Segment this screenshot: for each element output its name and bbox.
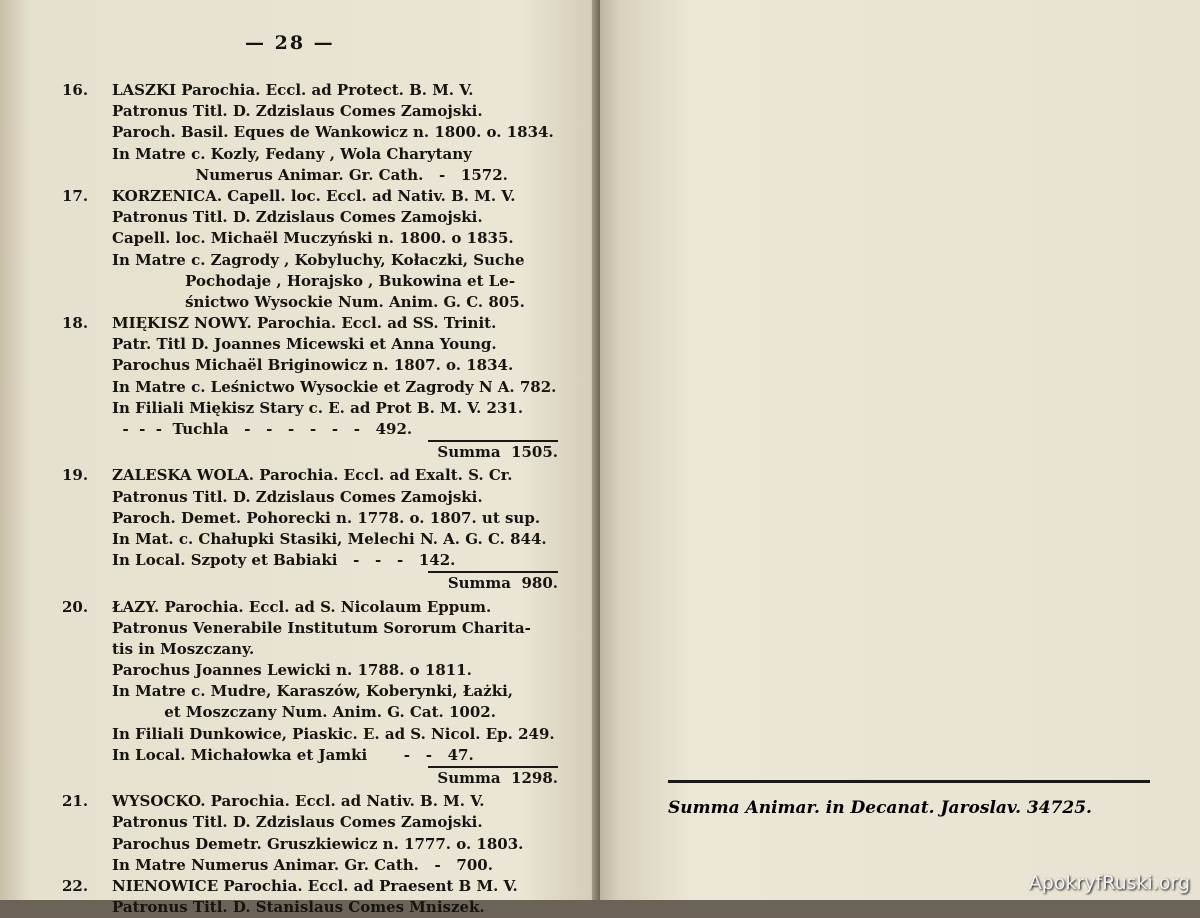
line-text: In Matre c. Kozly, Fedany , Wola Charytany xyxy=(112,144,472,163)
text-line xyxy=(62,292,558,313)
line-text: ZALESKA WOLA. Parochia. Eccl. ad Exalt. S. Cr. xyxy=(112,466,513,485)
text-line xyxy=(62,487,558,508)
entry-number: 21. xyxy=(62,792,89,811)
text-line xyxy=(62,250,558,271)
line-text: LASZKI Parochia. Eccl. ad Protect. B. M. V. xyxy=(112,81,474,99)
line-text: KORZENICA. Capell. loc. Eccl. ad Nativ. B. M. V. xyxy=(112,186,516,205)
right-page xyxy=(600,0,1200,900)
line-text: Patronus Titl. D. Zdzislaus Comes Zamojski. xyxy=(112,208,483,227)
left-page xyxy=(0,0,600,917)
text-line xyxy=(62,80,558,101)
text-line xyxy=(62,897,558,918)
line-text: Capell. loc. Michaël Muczyński n. 1800. o 1835. xyxy=(112,229,514,248)
entry-number: 16. xyxy=(62,81,89,99)
line-text: Patronus Titl. D. Stanislaus Comes Mniszek. xyxy=(112,898,485,917)
line-text: MIĘKISZ NOWY. Parochia. Eccl. ad SS. Trinit. xyxy=(112,314,497,333)
summa-value: Summa 980. xyxy=(428,571,558,594)
text-line xyxy=(62,207,558,228)
line-text: Parochus Demetr. Gruszkiewicz n. 1777. o. 1803. xyxy=(112,834,524,853)
line-text: In Filiali Dunkowice, Piaskic. E. ad S. Nicol. Ep. 249. xyxy=(112,724,555,743)
text-line xyxy=(62,144,558,165)
text-line xyxy=(62,334,558,355)
line-text: In Filiali Miękisz Stary c. E. ad Prot B. M. V. 231. xyxy=(112,398,524,417)
line-text: Patronus Titl. D. Zdzislaus Comes Zamojski. xyxy=(112,813,483,832)
text-line xyxy=(62,876,558,897)
text-line xyxy=(62,618,558,639)
text-line xyxy=(62,101,558,122)
line-text: In Local. Szpoty et Babiaki - - - 142. xyxy=(112,551,456,570)
grand-total: Summa Animar. in Decanat. Jaroslav. 34725. xyxy=(668,798,1092,818)
text-line xyxy=(62,355,558,376)
watermark: ApokryfRuski.org xyxy=(1028,872,1190,894)
line-text: Patronus Titl. D. Zdzislaus Comes Zamojski. xyxy=(112,487,483,506)
left-page-text xyxy=(62,80,558,918)
text-line xyxy=(62,165,558,186)
text-line xyxy=(62,834,558,855)
line-text: Paroch. Basil. Eques de Wankowicz n. 1800. o. 1834. xyxy=(112,123,554,142)
text-line xyxy=(62,639,558,660)
line-text: et Moszczany Num. Anim. G. Cat. 1002. xyxy=(112,703,496,722)
summa-line xyxy=(62,571,558,592)
line-text: NIENOWICE Parochia. Eccl. ad Praesent B M. V. xyxy=(112,876,518,895)
entry-number: 17. xyxy=(62,186,89,205)
text-line xyxy=(62,791,558,812)
line-text: Patr. Titl D. Joannes Micewski et Anna Young. xyxy=(112,335,497,354)
line-text: In Matre c. Leśnictwo Wysockie et Zagrody N A. 782. xyxy=(112,377,557,396)
line-text: - - - Tuchla - - - - - - 492. xyxy=(112,420,413,438)
text-line xyxy=(62,660,558,681)
text-line xyxy=(62,228,558,249)
text-line xyxy=(62,465,558,486)
text-line xyxy=(62,724,558,745)
text-line xyxy=(62,681,558,702)
text-line xyxy=(62,122,558,143)
text-line xyxy=(62,377,558,398)
text-line xyxy=(62,855,558,876)
summa-value: Summa 1505. xyxy=(428,440,558,463)
line-text: Patronus Titl. D. Zdzislaus Comes Zamojski. xyxy=(112,102,483,121)
summa-line xyxy=(62,766,558,787)
entry-number: 20. xyxy=(62,597,89,616)
line-text: In Mat. c. Chałupki Stasiki, Melechi N. A. G. C. 844. xyxy=(112,529,547,548)
summa-line xyxy=(62,440,558,461)
line-text: śnictwo Wysockie Num. Anim. G. C. 805. xyxy=(112,292,525,311)
line-text: Numerus Animar. Gr. Cath. - 1572. xyxy=(112,165,508,184)
text-line xyxy=(62,186,558,207)
text-line xyxy=(62,398,558,419)
line-text: Parochus Joannes Lewicki n. 1788. o 1811. xyxy=(112,661,472,680)
text-line xyxy=(62,745,558,766)
entry-number: 18. xyxy=(62,314,89,333)
line-text: In Matre c. Zagrody , Kobyluchy, Kołaczki, Suche xyxy=(112,250,525,269)
line-text: In Matre c. Mudre, Karaszów, Koberynki, Łażki, xyxy=(112,682,514,701)
entry-number: 22. xyxy=(62,876,89,895)
line-text: tis in Moszczany. xyxy=(112,639,255,658)
text-line xyxy=(62,597,558,618)
grand-total-rule xyxy=(668,780,1150,783)
text-line xyxy=(62,508,558,529)
text-line xyxy=(62,702,558,723)
text-line xyxy=(62,419,558,440)
line-text: Parochus Michaël Briginowicz n. 1807. o. 1834. xyxy=(112,356,514,375)
text-line xyxy=(62,271,558,292)
line-text: Pochodaje , Horajsko , Bukowina et Le- xyxy=(112,271,516,290)
summa-value: Summa 1298. xyxy=(428,766,558,789)
line-text: In Local. Michałowka et Jamki - - 47. xyxy=(112,745,474,764)
text-line xyxy=(62,812,558,833)
entry-number: 19. xyxy=(62,466,89,485)
text-line xyxy=(62,529,558,550)
line-text: Paroch. Demet. Pohorecki n. 1778. o. 1807. ut sup. xyxy=(112,508,541,527)
page-number-left: — 28 — xyxy=(245,32,335,54)
line-text: Patronus Venerabile Institutum Sororum Charita- xyxy=(112,618,531,637)
line-text: ŁAZY. Parochia. Eccl. ad S. Nicolaum Eppum. xyxy=(112,597,492,616)
text-line xyxy=(62,313,558,334)
line-text: In Matre Numerus Animar. Gr. Cath. - 700. xyxy=(112,855,493,874)
line-text: WYSOCKO. Parochia. Eccl. ad Nativ. B. M. V. xyxy=(112,792,485,811)
text-line xyxy=(62,550,558,571)
